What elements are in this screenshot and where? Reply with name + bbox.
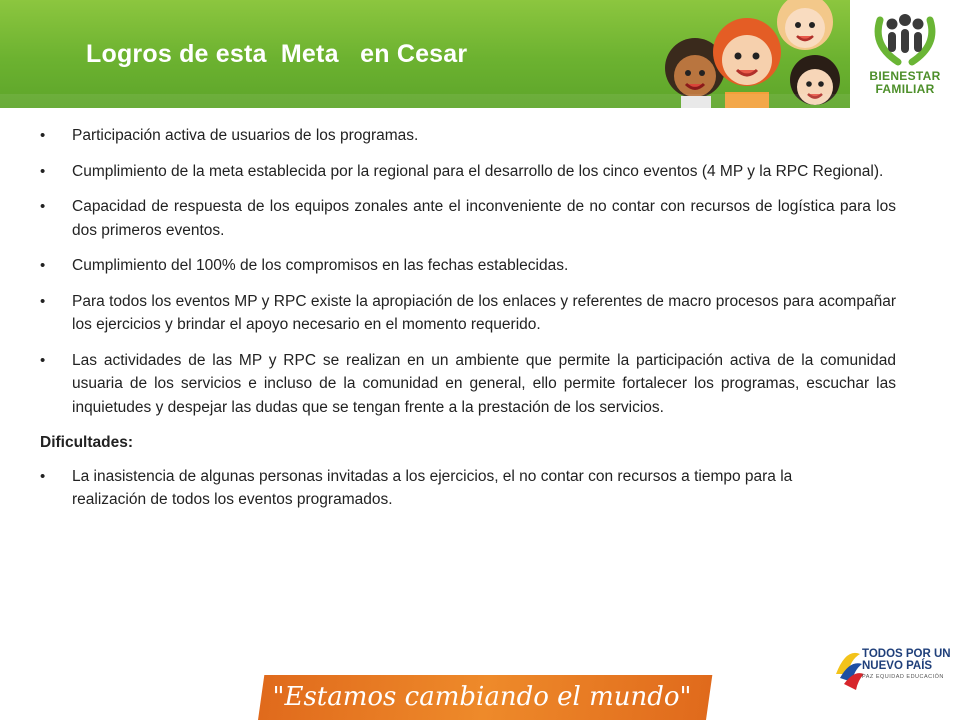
gov-line-2: NUEVO PAÍS: [862, 660, 933, 672]
list-item: • Cumplimiento del 100% de los compromisos en las fechas establecidas.: [40, 254, 896, 278]
logo-text: [850, 70, 960, 96]
slogan-text: "Estamos cambiando el mundo": [272, 682, 692, 712]
difficulties-heading: Dificultades:: [40, 434, 134, 451]
page-title: Logros de esta Meta en Cesar: [86, 40, 468, 68]
list-item: • Capacidad de respuesta de los equipos zonales ante el inconveniente de no contar con recursos de logística para los dos primeros eventos.: [40, 195, 896, 242]
children-illustration: [655, 0, 850, 108]
list-item: • Participación activa de usuarios de los programas.: [40, 124, 896, 148]
logo-line-2: FAMILIAR: [875, 82, 935, 96]
bienestar-familiar-logo-icon: [850, 0, 960, 70]
bienestar-familiar-logo: [850, 0, 960, 112]
difficulties-list: [40, 465, 896, 512]
header-band: [0, 0, 850, 108]
gov-logo-text: [862, 648, 951, 672]
list-item: • Cumplimiento de la meta establecida por la regional para el desarrollo de los cinco eventos (4 MP y la RPC Regional).: [40, 160, 896, 184]
header: [0, 0, 960, 120]
logo-line-1: BIENESTAR: [869, 69, 941, 83]
list-item: • Las actividades de las MP y RPC se realizan en un ambiente que permite la participación activa de la comunidad usuaria de los servicios e incluso de la comunidad en general, ello permite fortalecer los programas, escuchar las inquietudes y despejar las dudas que se tengan frente a la prestación de los servicios.: [40, 349, 896, 420]
gov-line-1: TODOS POR UN: [862, 648, 951, 660]
main-content: [40, 124, 896, 524]
gov-line-3: PAZ EQUIDAD EDUCACIÓN: [862, 674, 944, 680]
list-item: • Para todos los eventos MP y RPC existe la apropiación de los enlaces y referentes de macro procesos para acompañar los ejercicios y brindar el apoyo necesario en el momento requerido.: [40, 290, 896, 337]
list-item: • La inasistencia de algunas personas invitadas a los ejercicios, el no contar con recursos a tiempo para la realización de todos los eventos programados.: [40, 465, 830, 512]
achievements-list: [40, 124, 896, 419]
